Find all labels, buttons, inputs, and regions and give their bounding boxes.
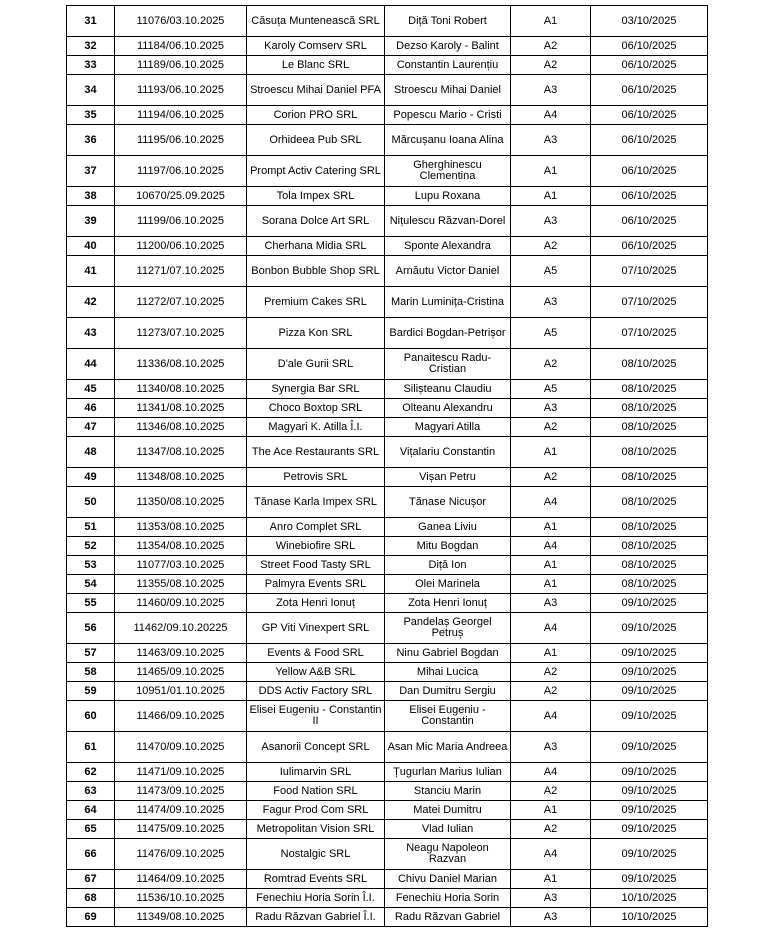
row-number: 44 xyxy=(67,349,115,380)
category-code: A4 xyxy=(511,701,591,732)
table-row xyxy=(67,839,708,870)
issue-date: 06/10/2025 xyxy=(591,187,708,206)
registration-number: 11462/09.10.20225 xyxy=(115,613,247,644)
registration-number: 11354/08.10.2025 xyxy=(115,537,247,556)
issue-date: 08/10/2025 xyxy=(591,556,708,575)
table-row xyxy=(67,682,708,701)
representative-name: Stroescu Mihai Daniel xyxy=(385,75,511,106)
issue-date: 09/10/2025 xyxy=(591,594,708,613)
category-code: A1 xyxy=(511,870,591,889)
table-row xyxy=(67,156,708,187)
company-name: Fenechiu Horia Sorin Î.I. xyxy=(247,889,385,908)
representative-name: Siliștеanu Claudiu xyxy=(385,380,511,399)
table-row xyxy=(67,187,708,206)
row-number: 42 xyxy=(67,287,115,318)
issue-date: 09/10/2025 xyxy=(591,732,708,763)
issue-date: 09/10/2025 xyxy=(591,644,708,663)
representative-name: Neagu Napoleon Razvan xyxy=(385,839,511,870)
registration-number: 11463/09.10.2025 xyxy=(115,644,247,663)
issue-date: 06/10/2025 xyxy=(591,156,708,187)
company-name: Palmyra Events SRL xyxy=(247,575,385,594)
company-name: Premium Cakes SRL xyxy=(247,287,385,318)
representative-name: Lupu Roxana xyxy=(385,187,511,206)
representative-name: Zota Henri Ionuț xyxy=(385,594,511,613)
company-name: Orhideea Pub SRL xyxy=(247,125,385,156)
company-name: Zota Henri Ionuț xyxy=(247,594,385,613)
issue-date: 08/10/2025 xyxy=(591,349,708,380)
representative-name: Țugurlan Marius Iulian xyxy=(385,763,511,782)
representative-name: Vlad Iulian xyxy=(385,820,511,839)
issue-date: 10/10/2025 xyxy=(591,908,708,927)
registry-table-body xyxy=(67,6,708,927)
row-number: 49 xyxy=(67,468,115,487)
representative-name: Elisei Eugeniu - Constantin xyxy=(385,701,511,732)
category-code: A3 xyxy=(511,75,591,106)
representative-name: Fenechiu Horia Sorin xyxy=(385,889,511,908)
row-number: 59 xyxy=(67,682,115,701)
representative-name: Ganea Liviu xyxy=(385,518,511,537)
registration-number: 11076/03.10.2025 xyxy=(115,6,247,37)
category-code: A3 xyxy=(511,287,591,318)
representative-name: Bardici Bogdan-Petrișor xyxy=(385,318,511,349)
issue-date: 08/10/2025 xyxy=(591,380,708,399)
company-name: Pizza Kon SRL xyxy=(247,318,385,349)
issue-date: 08/10/2025 xyxy=(591,437,708,468)
table-row xyxy=(67,870,708,889)
row-number: 64 xyxy=(67,801,115,820)
table-row xyxy=(67,701,708,732)
category-code: A3 xyxy=(511,206,591,237)
table-row xyxy=(67,889,708,908)
issue-date: 09/10/2025 xyxy=(591,820,708,839)
representative-name: Mărcușanu Ioana Alina xyxy=(385,125,511,156)
table-row xyxy=(67,125,708,156)
table-row xyxy=(67,380,708,399)
category-code: A1 xyxy=(511,644,591,663)
company-name: Stroescu Mihai Daniel PFA xyxy=(247,75,385,106)
company-name: Synergia Bar SRL xyxy=(247,380,385,399)
issue-date: 09/10/2025 xyxy=(591,870,708,889)
table-row xyxy=(67,613,708,644)
row-number: 66 xyxy=(67,839,115,870)
representative-name: Gherghinescu Clementina xyxy=(385,156,511,187)
row-number: 56 xyxy=(67,613,115,644)
category-code: A1 xyxy=(511,6,591,37)
category-code: A4 xyxy=(511,613,591,644)
representative-name: Olteanu Alexandru xyxy=(385,399,511,418)
representative-name: Asan Mic Maria Andreea xyxy=(385,732,511,763)
row-number: 38 xyxy=(67,187,115,206)
category-code: A1 xyxy=(511,575,591,594)
row-number: 53 xyxy=(67,556,115,575)
category-code: A3 xyxy=(511,594,591,613)
table-row xyxy=(67,237,708,256)
registration-number: 11199/06.10.2025 xyxy=(115,206,247,237)
table-row xyxy=(67,487,708,518)
registration-number: 11348/08.10.2025 xyxy=(115,468,247,487)
category-code: A5 xyxy=(511,318,591,349)
table-row xyxy=(67,318,708,349)
category-code: A3 xyxy=(511,889,591,908)
row-number: 69 xyxy=(67,908,115,927)
issue-date: 06/10/2025 xyxy=(591,106,708,125)
company-name: Tănase Karla Impex SRL xyxy=(247,487,385,518)
issue-date: 08/10/2025 xyxy=(591,468,708,487)
representative-name: Matei Dumitru xyxy=(385,801,511,820)
category-code: A1 xyxy=(511,801,591,820)
table-row xyxy=(67,287,708,318)
row-number: 31 xyxy=(67,6,115,37)
representative-name: Mitu Bogdan xyxy=(385,537,511,556)
company-name: Tola Impex SRL xyxy=(247,187,385,206)
issue-date: 09/10/2025 xyxy=(591,682,708,701)
table-row xyxy=(67,782,708,801)
category-code: A1 xyxy=(511,437,591,468)
company-name: Karoly Comserv SRL xyxy=(247,37,385,56)
representative-name: Vițalariu Constantin xyxy=(385,437,511,468)
row-number: 41 xyxy=(67,256,115,287)
company-name: Corion PRO SRL xyxy=(247,106,385,125)
representative-name: Nițulescu Răzvan-Dorel xyxy=(385,206,511,237)
registration-number: 11536/10.10.2025 xyxy=(115,889,247,908)
row-number: 40 xyxy=(67,237,115,256)
table-row xyxy=(67,6,708,37)
category-code: A5 xyxy=(511,256,591,287)
representative-name: Magyari Atilla xyxy=(385,418,511,437)
registration-number: 11355/08.10.2025 xyxy=(115,575,247,594)
representative-name: Vișan Petru xyxy=(385,468,511,487)
registration-number: 11336/08.10.2025 xyxy=(115,349,247,380)
company-name: Magyari K. Atilla Î.I. xyxy=(247,418,385,437)
issue-date: 08/10/2025 xyxy=(591,487,708,518)
registration-number: 11184/06.10.2025 xyxy=(115,37,247,56)
category-code: A2 xyxy=(511,782,591,801)
company-name: The Ace Restaurants SRL xyxy=(247,437,385,468)
registration-number: 11475/09.10.2025 xyxy=(115,820,247,839)
registration-number: 11200/06.10.2025 xyxy=(115,237,247,256)
row-number: 48 xyxy=(67,437,115,468)
row-number: 60 xyxy=(67,701,115,732)
table-row xyxy=(67,256,708,287)
issue-date: 06/10/2025 xyxy=(591,75,708,106)
issue-date: 09/10/2025 xyxy=(591,663,708,682)
row-number: 37 xyxy=(67,156,115,187)
table-row xyxy=(67,56,708,75)
representative-name: Dezso Karoly - Balint xyxy=(385,37,511,56)
issue-date: 03/10/2025 xyxy=(591,6,708,37)
category-code: A3 xyxy=(511,732,591,763)
row-number: 46 xyxy=(67,399,115,418)
table-row xyxy=(67,75,708,106)
category-code: A2 xyxy=(511,237,591,256)
table-row xyxy=(67,437,708,468)
registration-number: 11273/07.10.2025 xyxy=(115,318,247,349)
registration-number: 11470/09.10.2025 xyxy=(115,732,247,763)
issue-date: 08/10/2025 xyxy=(591,575,708,594)
registration-number: 11471/09.10.2025 xyxy=(115,763,247,782)
representative-name: Marin Luminița-Cristina xyxy=(385,287,511,318)
registration-number: 11197/06.10.2025 xyxy=(115,156,247,187)
category-code: A3 xyxy=(511,399,591,418)
representative-name: Arnăutu Victor Daniel xyxy=(385,256,511,287)
category-code: A2 xyxy=(511,468,591,487)
category-code: A1 xyxy=(511,556,591,575)
row-number: 62 xyxy=(67,763,115,782)
registration-number: 11346/08.10.2025 xyxy=(115,418,247,437)
representative-name: Popescu Mario - Cristi xyxy=(385,106,511,125)
company-name: Romtrad Events SRL xyxy=(247,870,385,889)
company-name: Street Food Tasty SRL xyxy=(247,556,385,575)
table-row xyxy=(67,663,708,682)
table-row xyxy=(67,518,708,537)
registration-number: 11189/06.10.2025 xyxy=(115,56,247,75)
company-name: Elisei Eugeniu - Constantin II xyxy=(247,701,385,732)
registration-number: 11465/09.10.2025 xyxy=(115,663,247,682)
category-code: A1 xyxy=(511,187,591,206)
registration-number: 10951/01.10.2025 xyxy=(115,682,247,701)
table-row xyxy=(67,349,708,380)
row-number: 33 xyxy=(67,56,115,75)
category-code: A1 xyxy=(511,156,591,187)
registration-number: 11473/09.10.2025 xyxy=(115,782,247,801)
representative-name: Tănase Nicușor xyxy=(385,487,511,518)
company-name: Le Blanc SRL xyxy=(247,56,385,75)
registration-number: 11476/09.10.2025 xyxy=(115,839,247,870)
registration-number: 11350/08.10.2025 xyxy=(115,487,247,518)
category-code: A4 xyxy=(511,839,591,870)
registry-table xyxy=(66,5,708,927)
registration-number: 11474/09.10.2025 xyxy=(115,801,247,820)
company-name: Metropolitan Vision SRL xyxy=(247,820,385,839)
company-name: GP Viti Vinexpert SRL xyxy=(247,613,385,644)
issue-date: 09/10/2025 xyxy=(591,801,708,820)
category-code: A2 xyxy=(511,418,591,437)
row-number: 32 xyxy=(67,37,115,56)
registration-number: 11194/06.10.2025 xyxy=(115,106,247,125)
company-name: Radu Răzvan Gabriel Î.I. xyxy=(247,908,385,927)
table-row xyxy=(67,418,708,437)
issue-date: 07/10/2025 xyxy=(591,287,708,318)
table-row xyxy=(67,537,708,556)
issue-date: 06/10/2025 xyxy=(591,37,708,56)
registration-number: 11271/07.10.2025 xyxy=(115,256,247,287)
representative-name: Radu Răzvan Gabriel xyxy=(385,908,511,927)
company-name: Choco Boxtop SRL xyxy=(247,399,385,418)
registration-number: 10670/25.09.2025 xyxy=(115,187,247,206)
issue-date: 07/10/2025 xyxy=(591,318,708,349)
representative-name: Olei Marinela xyxy=(385,575,511,594)
issue-date: 09/10/2025 xyxy=(591,613,708,644)
table-row xyxy=(67,206,708,237)
row-number: 50 xyxy=(67,487,115,518)
row-number: 61 xyxy=(67,732,115,763)
category-code: A4 xyxy=(511,106,591,125)
issue-date: 06/10/2025 xyxy=(591,206,708,237)
table-row xyxy=(67,594,708,613)
table-row xyxy=(67,575,708,594)
category-code: A2 xyxy=(511,37,591,56)
issue-date: 06/10/2025 xyxy=(591,56,708,75)
category-code: A4 xyxy=(511,487,591,518)
company-name: Iulimarvin SRL xyxy=(247,763,385,782)
issue-date: 08/10/2025 xyxy=(591,399,708,418)
category-code: A1 xyxy=(511,518,591,537)
issue-date: 09/10/2025 xyxy=(591,701,708,732)
row-number: 65 xyxy=(67,820,115,839)
issue-date: 06/10/2025 xyxy=(591,237,708,256)
representative-name: Constantin Laurențiu xyxy=(385,56,511,75)
representative-name: Chivu Daniel Marian xyxy=(385,870,511,889)
company-name: Yellow A&B SRL xyxy=(247,663,385,682)
row-number: 43 xyxy=(67,318,115,349)
row-number: 67 xyxy=(67,870,115,889)
table-row xyxy=(67,106,708,125)
category-code: A4 xyxy=(511,763,591,782)
category-code: A2 xyxy=(511,349,591,380)
category-code: A2 xyxy=(511,663,591,682)
registration-number: 11341/08.10.2025 xyxy=(115,399,247,418)
row-number: 68 xyxy=(67,889,115,908)
company-name: D'ale Gurii SRL xyxy=(247,349,385,380)
table-row xyxy=(67,820,708,839)
company-name: Sorana Dolce Art SRL xyxy=(247,206,385,237)
row-number: 39 xyxy=(67,206,115,237)
representative-name: Diță Toni Robert xyxy=(385,6,511,37)
registration-number: 11466/09.10.2025 xyxy=(115,701,247,732)
category-code: A3 xyxy=(511,125,591,156)
table-row xyxy=(67,399,708,418)
row-number: 45 xyxy=(67,380,115,399)
row-number: 52 xyxy=(67,537,115,556)
issue-date: 08/10/2025 xyxy=(591,518,708,537)
category-code: A2 xyxy=(511,820,591,839)
row-number: 51 xyxy=(67,518,115,537)
company-name: Cherhana Midia SRL xyxy=(247,237,385,256)
registration-number: 11272/07.10.2025 xyxy=(115,287,247,318)
issue-date: 07/10/2025 xyxy=(591,256,708,287)
company-name: Căsuța Muntenească SRL xyxy=(247,6,385,37)
representative-name: Mihai Lucica xyxy=(385,663,511,682)
table-row xyxy=(67,732,708,763)
issue-date: 10/10/2025 xyxy=(591,889,708,908)
company-name: DDS Activ Factory SRL xyxy=(247,682,385,701)
table-row xyxy=(67,468,708,487)
company-name: Anro Complet SRL xyxy=(247,518,385,537)
company-name: Winebiofire SRL xyxy=(247,537,385,556)
company-name: Bonbon Bubble Shop SRL xyxy=(247,256,385,287)
row-number: 36 xyxy=(67,125,115,156)
issue-date: 09/10/2025 xyxy=(591,839,708,870)
row-number: 55 xyxy=(67,594,115,613)
table-row xyxy=(67,763,708,782)
company-name: Asanorii Concept SRL xyxy=(247,732,385,763)
table-row xyxy=(67,801,708,820)
registration-number: 11193/06.10.2025 xyxy=(115,75,247,106)
registration-number: 11195/06.10.2025 xyxy=(115,125,247,156)
issue-date: 08/10/2025 xyxy=(591,537,708,556)
category-code: A3 xyxy=(511,908,591,927)
registration-number: 11077/03.10.2025 xyxy=(115,556,247,575)
row-number: 63 xyxy=(67,782,115,801)
company-name: Petrovis SRL xyxy=(247,468,385,487)
representative-name: Panaitescu Radu-Cristian xyxy=(385,349,511,380)
row-number: 57 xyxy=(67,644,115,663)
table-row xyxy=(67,37,708,56)
category-code: A2 xyxy=(511,682,591,701)
registration-number: 11340/08.10.2025 xyxy=(115,380,247,399)
issue-date: 09/10/2025 xyxy=(591,782,708,801)
row-number: 47 xyxy=(67,418,115,437)
row-number: 34 xyxy=(67,75,115,106)
table-row xyxy=(67,644,708,663)
issue-date: 09/10/2025 xyxy=(591,763,708,782)
row-number: 58 xyxy=(67,663,115,682)
row-number: 35 xyxy=(67,106,115,125)
issue-date: 06/10/2025 xyxy=(591,125,708,156)
representative-name: Stanciu Marin xyxy=(385,782,511,801)
category-code: A2 xyxy=(511,56,591,75)
table-row xyxy=(67,908,708,927)
category-code: A5 xyxy=(511,380,591,399)
registration-number: 11464/09.10.2025 xyxy=(115,870,247,889)
registration-number: 11460/09.10.2025 xyxy=(115,594,247,613)
row-number: 54 xyxy=(67,575,115,594)
category-code: A4 xyxy=(511,537,591,556)
representative-name: Dan Dumitru Sergiu xyxy=(385,682,511,701)
representative-name: Ninu Gabriel Bogdan xyxy=(385,644,511,663)
company-name: Nostalgic SRL xyxy=(247,839,385,870)
registration-number: 11347/08.10.2025 xyxy=(115,437,247,468)
company-name: Fagur Prod Com SRL xyxy=(247,801,385,820)
registration-number: 11349/08.10.2025 xyxy=(115,908,247,927)
table-row xyxy=(67,556,708,575)
registration-number: 11353/08.10.2025 xyxy=(115,518,247,537)
company-name: Food Nation SRL xyxy=(247,782,385,801)
representative-name: Sponte Alexandra xyxy=(385,237,511,256)
company-name: Events & Food SRL xyxy=(247,644,385,663)
representative-name: Pandelaș Georgel Petruș xyxy=(385,613,511,644)
issue-date: 08/10/2025 xyxy=(591,418,708,437)
representative-name: Diță Ion xyxy=(385,556,511,575)
company-name: Prompt Activ Catering SRL xyxy=(247,156,385,187)
